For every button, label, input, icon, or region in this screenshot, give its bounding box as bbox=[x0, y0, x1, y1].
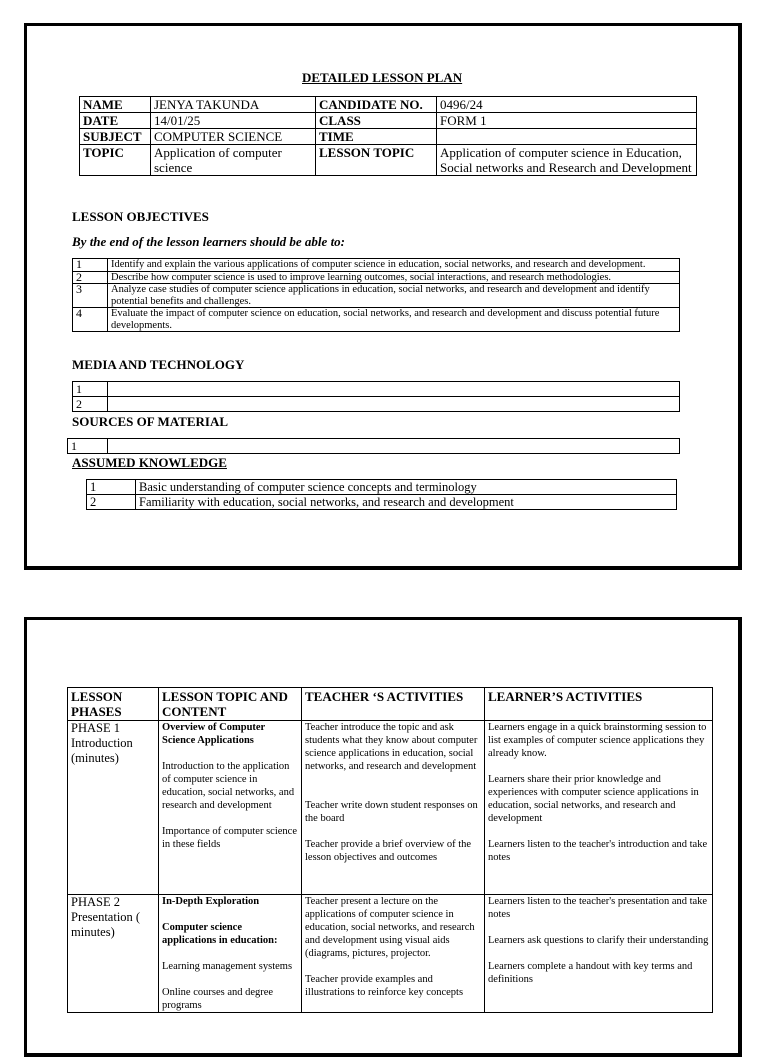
name-label: NAME bbox=[80, 97, 151, 113]
name-value: JENYA TAKUNDA bbox=[151, 97, 316, 113]
phase-1-teacher-text: Teacher provide a brief overview of the lesson objectives and outcomes bbox=[305, 839, 472, 863]
media-text bbox=[108, 397, 680, 412]
phase-1-learner-text: Learners listen to the teacher's introduction and take notes bbox=[488, 839, 708, 863]
phase-2-learner-text: Learners ask questions to clarify their understanding bbox=[488, 935, 709, 946]
table-row bbox=[87, 495, 677, 510]
phase-1-learner-text: Learners engage in a quick brainstorming session to list examples of computer science applications they already know. bbox=[488, 722, 707, 759]
table-row bbox=[80, 97, 697, 113]
phase-1-teacher bbox=[302, 721, 485, 895]
time-value bbox=[437, 129, 697, 145]
table-row bbox=[73, 308, 680, 332]
subject-value: COMPUTER SCIENCE bbox=[151, 129, 316, 145]
phase-2-learner-text: Learners listen to the teacher's presentation and take notes bbox=[488, 896, 708, 920]
media-number: 2 bbox=[73, 397, 108, 412]
phase-1-content bbox=[159, 721, 302, 895]
phase-2-teacher bbox=[302, 895, 485, 1013]
lesson-topic-value: Application of computer science in Education, Social networks and Research and Development bbox=[437, 145, 697, 176]
phase-1-content-title: Overview of Computer Science Applications bbox=[162, 722, 266, 746]
objective-text: Analyze case studies of computer science applications in education, social networks, and research and development and identify potential benefits and challenges. bbox=[108, 284, 680, 308]
table-row bbox=[80, 129, 697, 145]
phase-2-teacher-text: Teacher present a lecture on the applications of computer science in education, social networks, and research and development using visual aids (diagrams, pictures, projector. bbox=[305, 896, 475, 959]
objectives-intro: By the end of the lesson learners should be able to: bbox=[72, 234, 346, 249]
class-label: CLASS bbox=[316, 113, 437, 129]
knowledge-number: 1 bbox=[87, 480, 136, 495]
source-number: 1 bbox=[68, 439, 108, 454]
objectives-table bbox=[72, 258, 680, 332]
media-number: 1 bbox=[73, 382, 108, 397]
header-lesson-phases: LESSON PHASES bbox=[68, 688, 159, 721]
table-header-row bbox=[68, 688, 713, 721]
candidate-value: 0496/24 bbox=[437, 97, 697, 113]
phase-1-content-text: Importance of computer science in these fields bbox=[162, 826, 297, 850]
phase-2-label: PHASE 2 Presentation ( minutes) bbox=[68, 895, 159, 1013]
candidate-label: CANDIDATE NO. bbox=[316, 97, 437, 113]
table-row bbox=[73, 271, 680, 284]
lesson-phases-table bbox=[67, 687, 713, 1013]
table-row bbox=[73, 284, 680, 308]
document-title: DETAILED LESSON PLAN bbox=[302, 70, 463, 85]
knowledge-number: 2 bbox=[87, 495, 136, 510]
objectives-heading: LESSON OBJECTIVES bbox=[72, 209, 209, 224]
phase-1-content-text: Introduction to the application of computer science in education, social networks, and research and development bbox=[162, 761, 295, 811]
date-label: DATE bbox=[80, 113, 151, 129]
knowledge-table bbox=[86, 479, 677, 510]
phase-2-teacher-text: Teacher provide examples and illustrations to reinforce key concepts bbox=[305, 974, 464, 998]
topic-value: Application of computer science bbox=[151, 145, 316, 176]
table-row bbox=[73, 397, 680, 412]
table-row bbox=[80, 113, 697, 129]
table-row bbox=[73, 382, 680, 397]
phase-2-content bbox=[159, 895, 302, 1013]
media-table bbox=[72, 381, 680, 412]
media-text bbox=[108, 382, 680, 397]
header-teacher-activities: TEACHER ‘S ACTIVITIES bbox=[302, 688, 485, 721]
knowledge-heading: ASSUMED KNOWLEDGE bbox=[72, 455, 227, 470]
topic-label: TOPIC bbox=[80, 145, 151, 176]
page-2 bbox=[24, 617, 742, 1057]
phase-2-content-text: Learning management systems bbox=[162, 961, 293, 972]
media-heading: MEDIA AND TECHNOLOGY bbox=[72, 357, 245, 372]
page-1 bbox=[24, 23, 742, 570]
phase-2-content-title: In-Depth Exploration bbox=[162, 896, 260, 907]
table-row bbox=[87, 480, 677, 495]
phase-1-learner bbox=[485, 721, 713, 895]
phase-2-content-text: Online courses and degree programs bbox=[162, 987, 274, 1011]
info-table bbox=[79, 96, 697, 176]
phase-1-teacher-text: Teacher introduce the topic and ask students what they know about computer science applications in education, social networks, and research and development bbox=[305, 722, 478, 772]
objective-number: 1 bbox=[73, 259, 108, 272]
table-row bbox=[68, 895, 713, 1013]
date-value: 14/01/25 bbox=[151, 113, 316, 129]
objective-number: 4 bbox=[73, 308, 108, 332]
table-row bbox=[68, 439, 680, 454]
header-topic-content: LESSON TOPIC AND CONTENT bbox=[159, 688, 302, 721]
objective-text: Evaluate the impact of computer science on education, social networks, and research and development and discuss potential future developments. bbox=[108, 308, 680, 332]
knowledge-text: Familiarity with education, social networks, and research and development bbox=[136, 495, 677, 510]
knowledge-text: Basic understanding of computer science concepts and terminology bbox=[136, 480, 677, 495]
objective-text: Identify and explain the various applications of computer science in education, social networks, and research and development. bbox=[108, 259, 680, 272]
phase-1-teacher-text: Teacher write down student responses on the board bbox=[305, 800, 478, 824]
sources-heading: SOURCES OF MATERIAL bbox=[72, 414, 229, 429]
source-text bbox=[108, 439, 680, 454]
objective-number: 3 bbox=[73, 284, 108, 308]
table-row bbox=[68, 721, 713, 895]
table-row bbox=[80, 145, 697, 176]
phase-2-content-subtitle: Computer science applications in education: bbox=[162, 922, 278, 946]
objective-text: Describe how computer science is used to improve learning outcomes, social interactions, and research methodologies. bbox=[108, 271, 680, 284]
time-label: TIME bbox=[316, 129, 437, 145]
table-row bbox=[73, 259, 680, 272]
phase-1-label: PHASE 1 Introduction (minutes) bbox=[68, 721, 159, 895]
lesson-topic-label: LESSON TOPIC bbox=[316, 145, 437, 176]
objective-number: 2 bbox=[73, 271, 108, 284]
sources-table bbox=[67, 438, 680, 454]
phase-2-learner-text: Learners complete a handout with key terms and definitions bbox=[488, 961, 693, 985]
header-learner-activities: LEARNER’S ACTIVITIES bbox=[485, 688, 713, 721]
phase-1-learner-text: Learners share their prior knowledge and experiences with computer science applications in education, social networks, and research and development bbox=[488, 774, 699, 824]
subject-label: SUBJECT bbox=[80, 129, 151, 145]
class-value: FORM 1 bbox=[437, 113, 697, 129]
phase-2-learner bbox=[485, 895, 713, 1013]
